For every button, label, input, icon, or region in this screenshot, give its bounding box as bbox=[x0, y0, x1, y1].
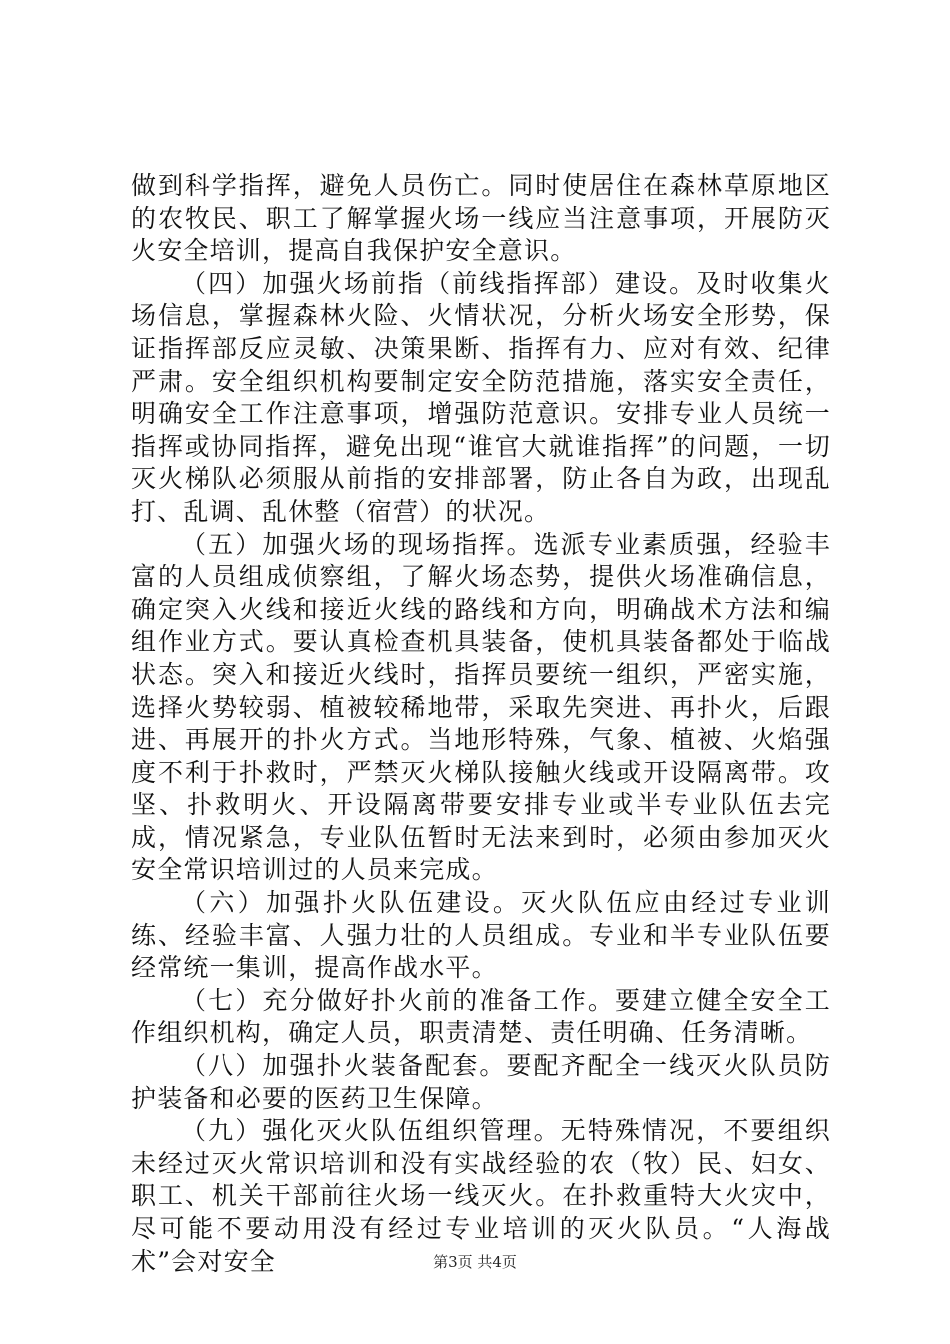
paragraph-section-6: （六）加强扑火队伍建设。灭火队伍应由经过专业训练、经验丰富、人强力壮的人员组成。专业和半专业队伍要经常统一集训，提高作战水平。 bbox=[131, 888, 831, 983]
document-body bbox=[131, 170, 831, 1278]
paragraph-section-8: （八）加强扑火装备配套。要配齐配全一线灭火队员防护装备和必要的医药卫生保障。 bbox=[131, 1051, 831, 1113]
paragraph-section-7: （七）充分做好扑火前的准备工作。要建立健全安全工作组织机构，确定人员，职责清楚、责任明确、任务清晰。 bbox=[131, 985, 831, 1048]
paragraph-section-5: （五）加强火场的现场指挥。选派专业素质强，经验丰富的人员组成侦察组，了解火场态势，提供火场准确信息，确定突入火线和接近火线的路线和方向，明确战术方法和编组作业方式。要认真检查机具装备，使机具装备都处于临战状态。突入和接近火线时，指挥员要统一组织，严密实施，选择火势较弱、植被较稀地带，采取先突进、再扑火，后跟进、再展开的扑火方式。当地形特殊，气象、植被、火焰强度不利于扑救时，严禁灭火梯队接触火线或开设隔离带。攻坚、扑救明火、开设隔离带要安排专业或半专业队伍去完成，情况紧急，专业队伍暂时无法来到时，必须由参加灭火安全常识培训过的人员来完成。 bbox=[131, 529, 831, 885]
paragraph-section-9: （九）强化灭火队伍组织管理。无特殊情况，不要组织未经过灭火常识培训和没有实战经验的农（牧）民、妇女、职工、机关干部前往火场一线灭火。在扑救重特大火灾中，尽可能不要动用没有经过专业培训的灭火队员。“人海战术”会对安全 bbox=[131, 1116, 831, 1276]
paragraph-continuation: 做到科学指挥，避免人员伤亡。同时使居住在森林草原地区的农牧民、职工了解掌握火场一线应当注意事项，开展防灭火安全培训，提高自我保护安全意识。 bbox=[131, 171, 831, 266]
paragraph-section-4: （四）加强火场前指（前线指挥部）建设。及时收集火场信息，掌握森林火险、火情状况，分析火场安全形势，保证指挥部反应灵敏、决策果断、指挥有力、应对有效、纪律严肃。安全组织机构要制定安全防范措施，落实安全责任，明确安全工作注意事项，增强防范意识。安排专业人员统一指挥或协同指挥，避免出现“谁官大就谁指挥”的问题，一切灭火梯队必须服从前指的安排部署，防止各自为政，出现乱打、乱调、乱休整（宿营）的状况。 bbox=[131, 268, 831, 526]
page-footer bbox=[0, 1252, 950, 1272]
page-number: 第3页 共4页 bbox=[433, 1253, 517, 1271]
